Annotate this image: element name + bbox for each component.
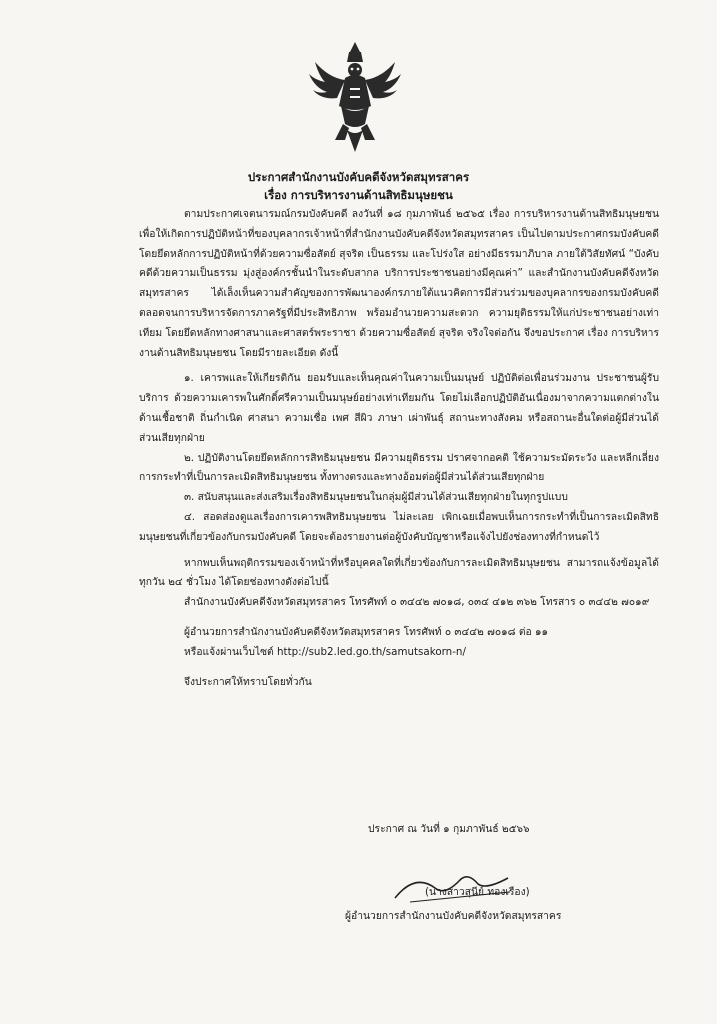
report-paragraph: หากพบเห็นพฤติกรรมของเจ้าหน้าที่หรือบุคคลใดที่เกี่ยวข้องกับการละเมิดสิทธิมนุษยชน สามารถแจ้งข้อมูลได้ทุกวัน ๒๔ ชั่วโมง ได้โดยช่องทางดังต่อไปนี้ (139, 556, 659, 589)
closing-line: จึงประกาศให้ทราบโดยทั่วกัน (184, 675, 312, 688)
item-4: ๔. สอดส่องดูแลเรื่องการเคารพสิทธิมนุษยชน ไม่ละเลย เพิกเฉยเมื่อพบเห็นการกระทำที่เป็นการละเมิดสิทธิมนุษยชนที่เกี่ยวข้องกับกรมบังคับคดี โดยจะต้องรายงานต่อผู้บังคับบัญชาหรือแจ้งไปยังช่องทางที่กำหนดไว้ (139, 510, 659, 543)
announcement-title: ประกาศสำนักงานบังคับคดีจังหวัดสมุทรสาคร (247, 170, 470, 184)
contact-office: สำนักงานบังคับคดีจังหวัดสมุทรสาคร โทรศัพท์ ๐ ๓๔๔๒ ๗๐๑๘, ๐๓๔ ๔๑๒ ๓๖๒ โทรสาร ๐ ๓๔๔๒ ๗๐๑๙ (184, 596, 650, 609)
item-3: ๓. สนับสนุนและส่งเสริมเรื่องสิทธิมนุษยชนในกลุ่มผู้มีส่วนได้ส่วนเสียทุกฝ่ายในทุกรูปแบบ (184, 491, 568, 504)
contact-director: ผู้อำนวยการสำนักงานบังคับคดีจังหวัดสมุทรสาคร โทรศัพท์ ๐ ๓๔๔๒ ๗๐๑๘ ต่อ ๑๑ (184, 625, 549, 638)
contact-website: หรือแจ้งผ่านเว็บไซต์ http://sub2.led.go.th/samutsakorn-n/ (184, 645, 466, 658)
garuda-emblem-icon (305, 40, 405, 158)
announcement-date: ประกาศ ณ วันที่ ๑ กุมภาพันธ์ ๒๕๖๖ (368, 823, 530, 835)
item-1: ๑. เคารพและให้เกียรติกัน ยอมรับและเห็นคุณค่าในความเป็นมนุษย์ ปฏิบัติต่อเพื่อนร่วมงาน ประชาชนผู้รับบริการ ด้วยความเคารพในศักดิ์ศรีความเป็นมนุษย์อย่างเท่าเทียมกัน โดยไม่เลือกปฏิบัติอันเนื่องมาจากความแตกต่างในด้านเชื้อชาติ ถิ่นกำเนิด ศาสนา ความเชื่อ เพศ สีผิว ภาษา เผ่าพันธุ์ สถานะทางสังคม หรือสถานะอื่นใดต่อผู้มีส่วนได้ส่วนเสียทุกฝ่าย (139, 372, 659, 444)
item-2: ๒. ปฏิบัติงานโดยยึดหลักการสิทธิมนุษยชน มีความยุติธรรม ปราศจากอคติ ใช้ความระมัดระวัง และหลีกเลี่ยงการกระทำที่เป็นการละเมิดสิทธิมนุษยชน ทั้งทางตรงและทางอ้อมต่อผู้มีส่วนได้ส่วนเสียทุกฝ่าย (139, 451, 659, 484)
signer-name: (นางสาวสุนีย์ ทองเรือง) (425, 886, 530, 898)
intro-paragraph: ตามประกาศเจตนารมณ์กรมบังคับคดี ลงวันที่ ๑๘ กุมภาพันธ์ ๒๕๖๕ เรื่อง การบริหารงานด้านสิทธิมนุษยชน เพื่อให้เกิดการปฏิบัติหน้าที่ของบุคลากรเจ้าหน้าที่สำนักงานบังคับคดีจังหวัดสมุทรสาคร เป็นไปตามประกาศกรมบังคับคดี โดยยึดหลักการปฏิบัติหน้าที่ด้วยความซื่อสัตย์ สุจริต เป็นธรรม และโปร่งใส อย่างมีธรรมาภิบาล ภายใต้วิสัยทัศน์ “บังคับคดีด้วยความเป็นธรรม มุ่งสู่องค์กรชั้นนำในระดับสากล บริการประชาชนอย่างมีคุณค่า” และสำนักงานบังคับคดีจังหวัดสมุทรสาคร ได้เล็งเห็นความสำคัญของการพัฒนาองค์กรภายใต้แนวคิดการมีส่วนร่วมของบุคลากรของกรมบังคับคดี ตลอดจนการบริหารจัดการภาครัฐที่มีประสิทธิภาพ พร้อมอำนวยความสะดวก ความยุติธรรมให้แก่ประชาชนอย่างเท่าเทียม โดยยึดหลักทางศาสนาและศาสตร์พระราชา ด้วยความซื่อสัตย์ สุจริต จริงใจต่อกัน จึงขอประกาศ เรื่อง การบริหารงานด้านสิทธิมนุษยชน โดยมีรายละเอียด ดังนี้ (139, 208, 659, 359)
signer-position: ผู้อำนวยการสำนักงานบังคับคดีจังหวัดสมุทรสาคร (345, 910, 562, 922)
announcement-subject: เรื่อง การบริหารงานด้านสิทธิมนุษยชน (264, 188, 453, 202)
announcement-body (139, 205, 659, 692)
